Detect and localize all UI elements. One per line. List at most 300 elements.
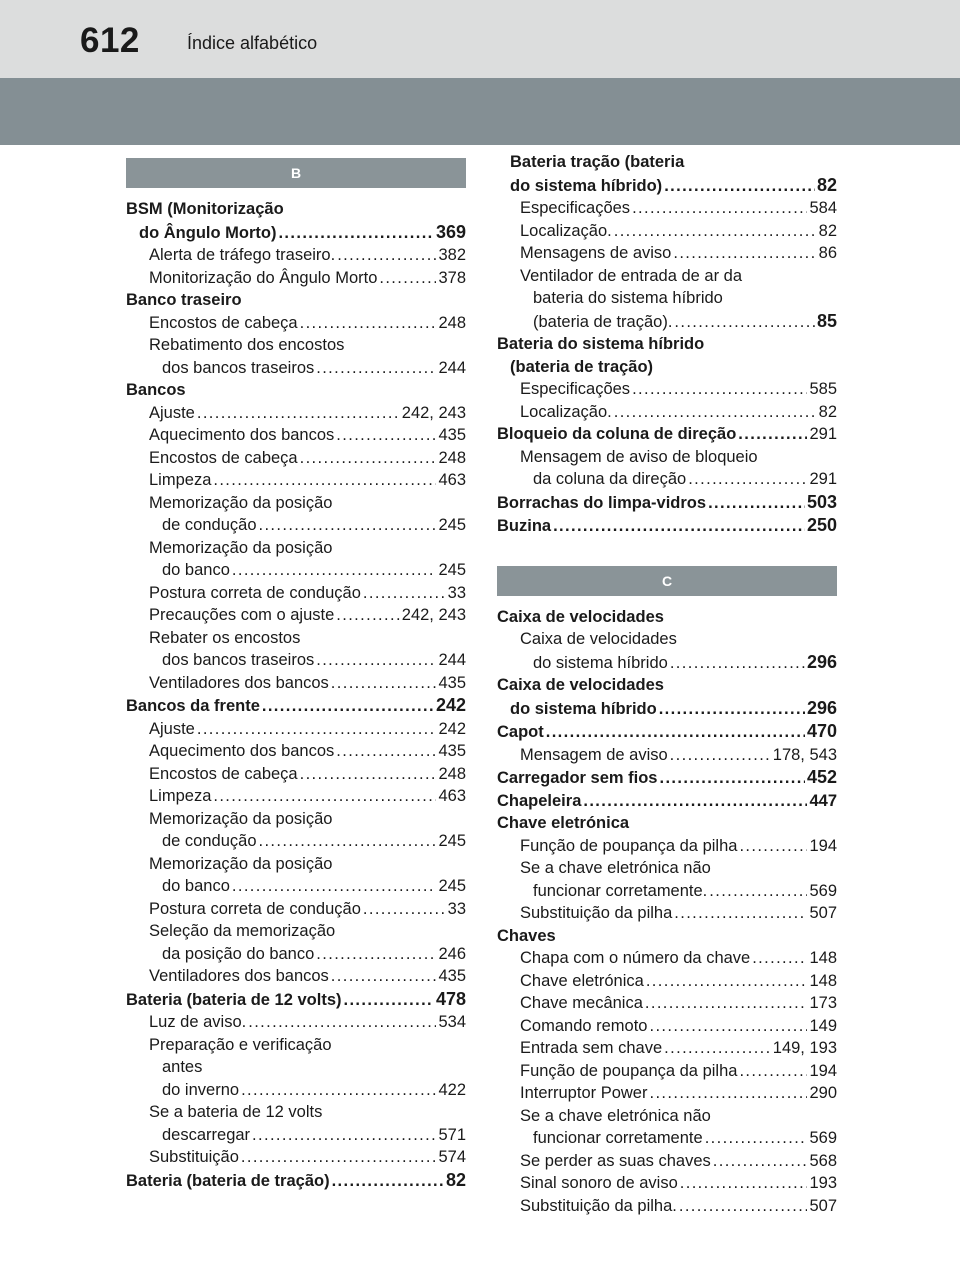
page-reference: 585 [809, 380, 837, 398]
dot-leader [674, 902, 807, 925]
dot-leader [738, 423, 807, 446]
index-entry [497, 697, 837, 721]
entry-term: Ventiladores dos bancos [149, 967, 329, 985]
index-entry [126, 898, 466, 921]
index-entry [126, 988, 466, 1012]
dot-leader [316, 649, 436, 672]
entry-term: Chapeleira [497, 791, 582, 810]
index-entry [497, 812, 837, 835]
dot-leader [680, 1172, 808, 1195]
entry-term: Encostos de cabeça [149, 448, 298, 467]
index-entry [497, 947, 837, 970]
index-entry [126, 875, 466, 898]
entry-term: Mensagem de aviso de bloqueio [520, 447, 758, 466]
entry-term: antes [162, 1058, 203, 1076]
dot-leader [232, 559, 437, 582]
index-entry [126, 853, 466, 876]
entry-term: Caixa de velocidades [497, 607, 664, 626]
entry-term: dos bancos traseiros [162, 651, 315, 669]
page-reference: 33 [447, 899, 466, 918]
page-reference: 503 [806, 491, 837, 512]
page-reference: 85 [816, 310, 837, 331]
dot-leader [713, 1150, 808, 1173]
dot-leader [344, 989, 434, 1012]
dot-leader [752, 947, 807, 970]
entry-term: Memorização da posição [149, 854, 333, 873]
entry-term: Buzina [497, 517, 552, 535]
index-entry [497, 902, 837, 925]
entry-term: Banco traseiro [126, 291, 242, 309]
index-entry [126, 1146, 466, 1169]
page-reference: 447 [809, 791, 837, 810]
page-reference: 245 [438, 561, 466, 579]
index-entry [497, 423, 837, 446]
dot-leader [259, 514, 437, 537]
index-entry [497, 925, 837, 948]
page-reference: 194 [809, 836, 837, 855]
page-reference: 569 [809, 881, 837, 900]
index-entry [497, 606, 837, 629]
entry-term: Chave mecânica [520, 994, 643, 1012]
page-reference: 242, 243 [401, 606, 466, 624]
dot-leader [670, 744, 771, 767]
page-reference: 470 [806, 721, 837, 741]
dot-leader [248, 1011, 436, 1034]
entry-term: de condução [162, 516, 257, 534]
entry-term: Bancos [126, 381, 186, 399]
page-reference: 148 [809, 971, 837, 990]
entry-term: Comando remoto [520, 1016, 648, 1035]
dot-leader [262, 695, 434, 718]
index-entry [497, 1037, 837, 1060]
chapter-title: Índice alfabético [187, 33, 318, 53]
index-entry [497, 674, 837, 697]
dot-leader [664, 1037, 771, 1060]
index-entry [126, 627, 466, 650]
entry-term: Aquecimento dos bancos [149, 742, 335, 760]
entry-term: Chave eletrónica [497, 814, 630, 832]
dot-leader [632, 197, 807, 220]
index-entry [497, 356, 837, 379]
dot-leader [197, 718, 437, 741]
index-entry [497, 1195, 837, 1218]
index-entry [497, 628, 837, 651]
index-entry [497, 992, 837, 1015]
page-reference: 149 [809, 1016, 837, 1035]
entry-term: Postura correta de condução [149, 899, 361, 918]
dot-leader [316, 943, 436, 966]
page-reference: 569 [809, 1129, 837, 1147]
entry-term: (bateria de tração). [533, 312, 673, 331]
page-reference: 507 [809, 904, 837, 922]
entry-term: bateria do sistema híbrido [533, 289, 723, 307]
page-reference: 571 [438, 1125, 466, 1144]
entry-term: Limpeza [149, 787, 212, 805]
entry-term: do Ângulo Morto) [139, 223, 277, 242]
page-reference: 82 [816, 174, 837, 195]
entry-term: Sinal sonoro de aviso [520, 1174, 678, 1192]
entry-term: Especificações [520, 380, 631, 398]
index-entry [126, 312, 466, 335]
index-entry [126, 920, 466, 943]
index-entry [497, 880, 837, 903]
page-reference: 193 [809, 1174, 837, 1192]
page-reference: 82 [445, 1169, 466, 1190]
entry-term: Se perder as suas chaves [520, 1151, 711, 1170]
section-header-b: B [126, 158, 466, 188]
page-reference: 452 [806, 767, 837, 787]
entry-term: do sistema híbrido [510, 699, 657, 718]
entry-term: Ajuste [149, 403, 195, 422]
entry-term: Precauções com o ajuste [149, 606, 335, 624]
page-reference: 369 [435, 221, 466, 242]
dot-leader [278, 222, 433, 245]
index-entry [497, 197, 837, 220]
page-reference: 246 [438, 944, 466, 963]
header-band [0, 78, 960, 145]
dot-leader [336, 424, 436, 447]
index-entry [126, 267, 466, 290]
page-reference: 574 [438, 1148, 466, 1166]
index-entry [497, 151, 837, 174]
page-reference: 534 [438, 1013, 466, 1031]
index-entry [126, 1079, 466, 1102]
page-reference: 242, 243 [401, 403, 466, 422]
index-entry [497, 220, 837, 243]
page-reference: 422 [438, 1080, 466, 1099]
index-entry [497, 1127, 837, 1150]
index-entry [497, 720, 837, 744]
dot-leader [739, 1060, 807, 1083]
page-reference: 82 [818, 221, 837, 240]
dot-leader [546, 721, 805, 744]
dot-leader [673, 242, 816, 265]
entry-term: Memorização da posição [149, 538, 333, 557]
entry-term: Capot [497, 723, 544, 741]
page-reference: 435 [438, 426, 466, 444]
dot-leader [213, 469, 436, 492]
index-entry [126, 718, 466, 741]
index-entry [126, 379, 466, 402]
page-reference: 245 [438, 516, 466, 534]
entry-term: (bateria de tração) [510, 357, 654, 376]
entry-term: Se a chave eletrónica não [520, 859, 711, 877]
entry-term: Bloqueio da coluna de direção [497, 425, 737, 443]
page-reference: 291 [809, 425, 837, 443]
section-header-c: C [497, 566, 837, 596]
entry-term: Ventilador de entrada de ar da [520, 266, 743, 285]
page-reference: 463 [438, 787, 466, 805]
page-reference: 435 [438, 967, 466, 985]
dot-leader [670, 652, 805, 675]
dot-leader [659, 698, 805, 721]
index-entry [497, 468, 837, 491]
entry-term: Especificações [520, 199, 631, 217]
page-reference: 435 [438, 742, 466, 760]
entry-term: Memorização da posição [149, 809, 333, 828]
entry-term: Preparação e verificação [149, 1035, 332, 1054]
page-reference: 173 [809, 994, 837, 1012]
entry-term: Alerta de tráfego traseiro. [149, 246, 336, 264]
entry-term: funcionar corretamente. [533, 881, 708, 900]
entry-term: BSM (Monitorização [126, 200, 284, 218]
dot-leader [232, 875, 437, 898]
index-entry [497, 1172, 837, 1195]
index-entry [497, 333, 837, 356]
dot-leader [379, 267, 436, 290]
entry-term: Aquecimento dos bancos [149, 426, 335, 444]
index-entry [497, 766, 837, 790]
entry-term: Seleção da memorização [149, 922, 336, 940]
page-reference: 82 [818, 402, 837, 421]
index-entry [497, 378, 837, 401]
entry-term: Chapa com o número da chave [520, 949, 751, 967]
entry-term: do banco [162, 561, 230, 579]
index-entry [126, 402, 466, 425]
page-reference: 33 [447, 583, 466, 602]
page-reference: 250 [806, 515, 837, 535]
page-reference: 291 [809, 470, 837, 488]
index-entry [126, 357, 466, 380]
page-reference: 435 [438, 673, 466, 692]
index-entry [497, 857, 837, 880]
entry-term: Memorização da posição [149, 493, 333, 512]
dot-leader [614, 401, 817, 424]
page-reference: 378 [438, 268, 466, 287]
dot-leader [632, 378, 807, 401]
entry-term: Limpeza [149, 471, 212, 489]
entry-term: Rebater os encostos [149, 628, 301, 647]
entry-term: Bancos da frente [126, 697, 260, 715]
index-entry [497, 744, 837, 767]
dot-leader [259, 830, 437, 853]
index-entry [497, 1150, 837, 1173]
index-list-b [126, 198, 466, 1192]
entry-term: Postura correta de condução [149, 583, 361, 602]
entry-term: Se a bateria de 12 volts [149, 1103, 323, 1121]
index-entry [497, 1060, 837, 1083]
page-reference: 244 [438, 358, 466, 377]
entry-term: Substituição da pilha [520, 904, 673, 922]
page-reference: 245 [438, 832, 466, 850]
entry-term: Caixa de velocidades [497, 676, 664, 694]
index-entry [497, 1082, 837, 1105]
page-reference: 248 [438, 313, 466, 332]
index-list-c [497, 606, 837, 1218]
index-entry [497, 174, 837, 198]
index-entry [126, 694, 466, 718]
dot-leader [553, 515, 805, 538]
dot-leader [688, 468, 807, 491]
page-number: 612 [80, 21, 140, 60]
page-reference: 245 [438, 877, 466, 895]
index-entry [126, 559, 466, 582]
dot-leader [300, 763, 437, 786]
entry-term: Função de poupança da pilha [520, 1061, 738, 1080]
dot-leader [300, 447, 437, 470]
index-entry [126, 943, 466, 966]
index-entry [126, 1101, 466, 1124]
page-reference: 248 [438, 448, 466, 467]
page-reference: 478 [435, 988, 466, 1009]
entry-term: Bateria do sistema híbrido [497, 335, 705, 353]
entry-term: Ajuste [149, 719, 195, 738]
entry-term: Localização. [520, 402, 612, 421]
dot-leader [331, 965, 437, 988]
page-reference: 296 [806, 697, 837, 718]
index-entry [126, 221, 466, 245]
index-entry [126, 537, 466, 560]
page-reference: 296 [806, 651, 837, 672]
page-reference: 148 [809, 949, 837, 967]
entry-term: Interruptor Power [520, 1084, 648, 1102]
dot-leader [646, 970, 808, 993]
index-column-left [126, 150, 466, 1192]
page-reference: 242 [438, 719, 466, 738]
entry-term: do sistema híbrido [533, 653, 668, 672]
entry-term: Bateria (bateria de 12 volts) [126, 990, 342, 1009]
entry-term: Substituição da pilha. [520, 1196, 677, 1215]
entry-term: Encostos de cabeça [149, 764, 298, 783]
entry-term: do inverno [162, 1080, 240, 1099]
index-entry [497, 970, 837, 993]
entry-term: Localização. [520, 221, 612, 240]
dot-leader [708, 492, 805, 515]
page-reference: 178, 543 [772, 745, 837, 764]
index-entry [126, 1034, 466, 1057]
entry-term: Mensagem de aviso [520, 745, 668, 764]
page-reference: 244 [438, 651, 466, 669]
page-reference: 584 [809, 199, 837, 217]
index-entry [126, 965, 466, 988]
index-entry [126, 492, 466, 515]
entry-term: Caixa de velocidades [520, 630, 677, 648]
dot-leader [300, 312, 437, 335]
index-entry [126, 447, 466, 470]
index-entry [497, 287, 837, 310]
dot-leader [664, 175, 815, 198]
entry-term: Substituição [149, 1148, 239, 1166]
index-entry [126, 1124, 466, 1147]
dot-leader [316, 357, 436, 380]
index-entry [126, 198, 466, 221]
index-entry [497, 491, 837, 515]
dot-leader [645, 992, 808, 1015]
index-entry [126, 514, 466, 537]
dot-leader [583, 790, 807, 813]
dot-leader [241, 1146, 437, 1169]
index-list-b-continued [497, 151, 837, 538]
dot-leader [332, 1170, 444, 1193]
entry-term: Ventiladores dos bancos [149, 673, 329, 692]
entry-term: Função de poupança da pilha [520, 836, 738, 855]
index-entry [497, 514, 837, 538]
dot-leader [337, 244, 436, 267]
index-entry [126, 1169, 466, 1193]
page-reference: 194 [809, 1061, 837, 1080]
entry-term: Se a chave eletrónica não [520, 1106, 711, 1125]
index-entry [497, 1015, 837, 1038]
entry-term: Bateria (bateria de tração) [126, 1171, 330, 1190]
entry-term: da posição do banco [162, 944, 315, 963]
entry-term: Entrada sem chave [520, 1039, 663, 1057]
page-reference: 382 [438, 246, 466, 264]
entry-term: dos bancos traseiros [162, 358, 315, 377]
index-entry [126, 582, 466, 605]
entry-term: Luz de aviso. [149, 1013, 247, 1031]
entry-term: Monitorização do Ângulo Morto [149, 268, 378, 287]
dot-leader [649, 1082, 807, 1105]
dot-leader [614, 220, 817, 243]
index-entry [126, 672, 466, 695]
entry-term: Mensagens de aviso [520, 244, 672, 262]
index-entry [497, 651, 837, 675]
dot-leader [674, 311, 815, 334]
entry-term: Bateria tração (bateria [510, 153, 685, 171]
entry-term: descarregar [162, 1125, 251, 1144]
dot-leader [336, 604, 400, 627]
page-reference: 568 [809, 1151, 837, 1170]
page-reference: 86 [818, 244, 837, 262]
entry-term: do sistema híbrido) [510, 176, 663, 195]
dot-leader [363, 582, 446, 605]
page-reference: 248 [438, 764, 466, 783]
entry-term: Encostos de cabeça [149, 313, 298, 332]
entry-term: Chave eletrónica [520, 971, 644, 990]
page-reference: 149, 193 [772, 1039, 837, 1057]
entry-term: da coluna da direção [533, 470, 687, 488]
index-entry [126, 763, 466, 786]
dot-leader [213, 785, 436, 808]
index-entry [126, 334, 466, 357]
dot-leader [241, 1079, 436, 1102]
index-entry [126, 808, 466, 831]
entry-term: do banco [162, 877, 230, 895]
page-header [0, 0, 960, 78]
entry-term: Rebatimento dos encostos [149, 336, 345, 354]
index-entry [126, 1056, 466, 1079]
index-entry [126, 830, 466, 853]
index-entry [497, 265, 837, 288]
dot-leader [659, 767, 804, 790]
index-entry [126, 785, 466, 808]
dot-leader [197, 402, 400, 425]
entry-term: Borrachas do limpa-vidros [497, 493, 707, 512]
dot-leader [705, 1127, 808, 1150]
index-entry [126, 649, 466, 672]
index-entry [497, 1105, 837, 1128]
entry-term: Chaves [497, 926, 556, 945]
index-entry [126, 289, 466, 312]
index-column-right [497, 150, 837, 1217]
dot-leader [679, 1195, 808, 1218]
index-entry [126, 469, 466, 492]
dot-leader [331, 672, 437, 695]
dot-leader [649, 1015, 807, 1038]
index-entry [497, 401, 837, 424]
dot-leader [363, 898, 446, 921]
entry-term: Carregador sem fios [497, 769, 658, 787]
index-entry [497, 446, 837, 469]
index-entry [126, 1011, 466, 1034]
entry-term: funcionar corretamente [533, 1129, 703, 1147]
index-entry [497, 310, 837, 334]
index-entry [497, 835, 837, 858]
page-reference: 507 [809, 1196, 837, 1215]
page-reference: 290 [809, 1084, 837, 1102]
dot-leader [252, 1124, 436, 1147]
dot-leader [336, 740, 436, 763]
